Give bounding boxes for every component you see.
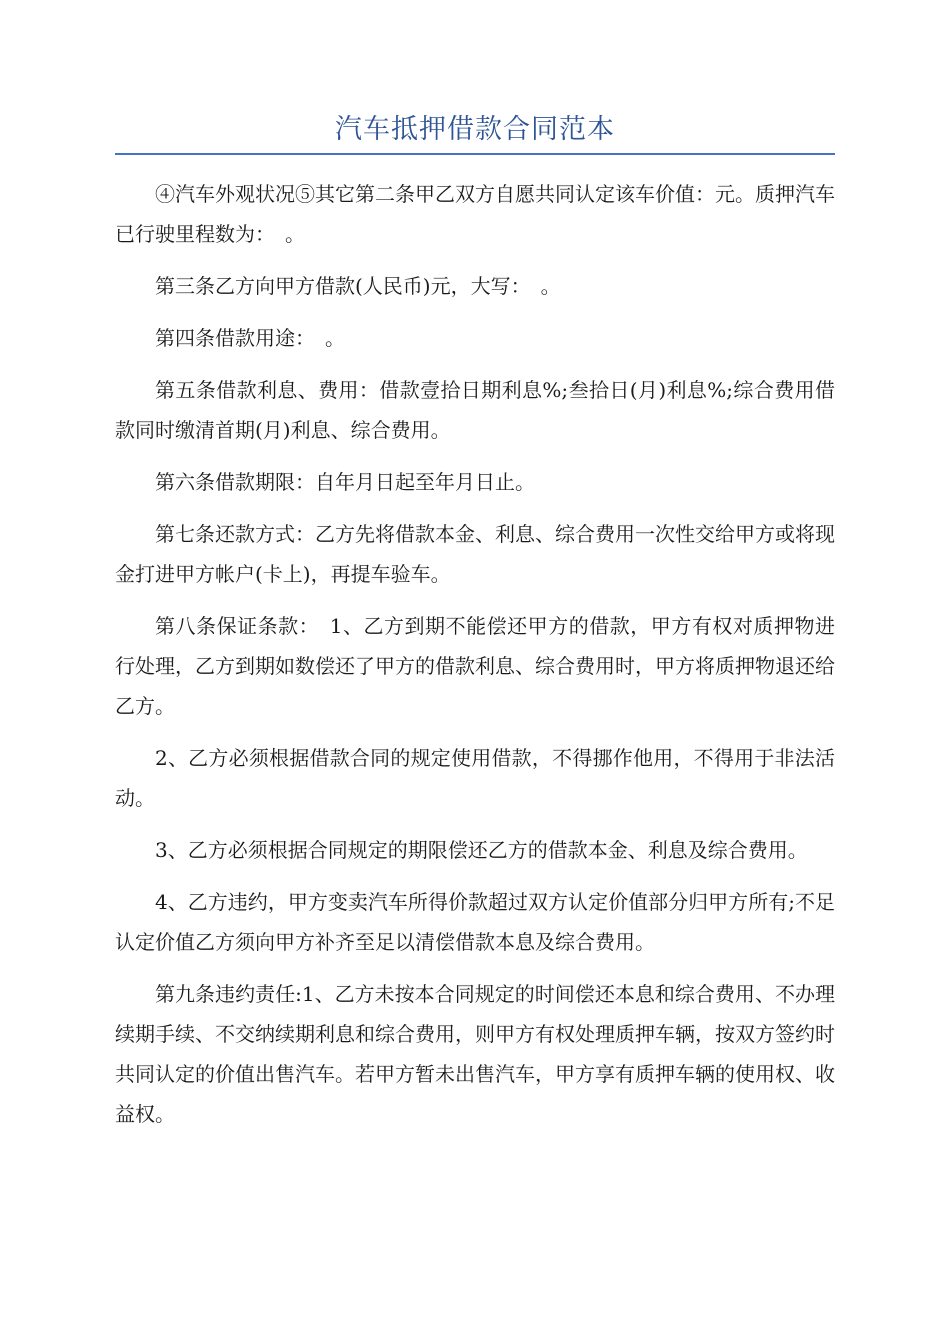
title-underline bbox=[115, 153, 835, 155]
document-body bbox=[115, 174, 835, 1146]
page-title: 汽车抵押借款合同范本 bbox=[335, 114, 615, 145]
paragraph-article-7: 第七条还款方式：乙方先将借款本金、利息、综合费用一次性交给甲方或将现金打进甲方帐户(卡上)，再提车验车。 bbox=[115, 522, 835, 586]
paragraph-article-9: 第九条违约责任:1、乙方未按本合同规定的时间偿还本息和综合费用、不办理续期手续、不交纳续期利息和综合费用，则甲方有权处理质押车辆，按双方签约时共同认定的价值出售汽车。若甲方暂未出售汽车，甲方享有质押车辆的使用权、收益权。 bbox=[115, 982, 835, 1126]
paragraph-article-8-item-3: 3、乙方必须根据合同规定的期限偿还乙方的借款本金、利息及综合费用。 bbox=[155, 838, 808, 862]
paragraph-article-3: 第三条乙方向甲方借款(人民币)元，大写： 。 bbox=[155, 274, 561, 298]
paragraph-article-8-item-2: 2、乙方必须根据借款合同的规定使用借款，不得挪作他用，不得用于非法活动。 bbox=[115, 746, 835, 810]
paragraph-article-8-item-4: 4、乙方违约，甲方变卖汽车所得价款超过双方认定价值部分归甲方所有;不足认定价值乙方须向甲方补齐至足以清偿借款本息及综合费用。 bbox=[115, 890, 835, 954]
paragraph-article-6: 第六条借款期限：自年月日起至年月日止。 bbox=[155, 470, 535, 494]
paragraph-vehicle-value: ④汽车外观状况⑤其它第二条甲乙双方自愿共同认定该车价值：元。质押汽车已行驶里程数为： 。 bbox=[115, 182, 835, 246]
paragraph-article-4: 第四条借款用途： 。 bbox=[155, 326, 345, 350]
paragraph-article-8: 第八条保证条款： 1、乙方到期不能偿还甲方的借款，甲方有权对质押物进行处理，乙方到期如数偿还了甲方的借款利息、综合费用时，甲方将质押物退还给乙方。 bbox=[115, 614, 835, 718]
paragraph-article-5: 第五条借款利息、费用：借款壹拾日期利息%;叁拾日(月)利息%;综合费用借款同时缴清首期(月)利息、综合费用。 bbox=[115, 378, 835, 442]
